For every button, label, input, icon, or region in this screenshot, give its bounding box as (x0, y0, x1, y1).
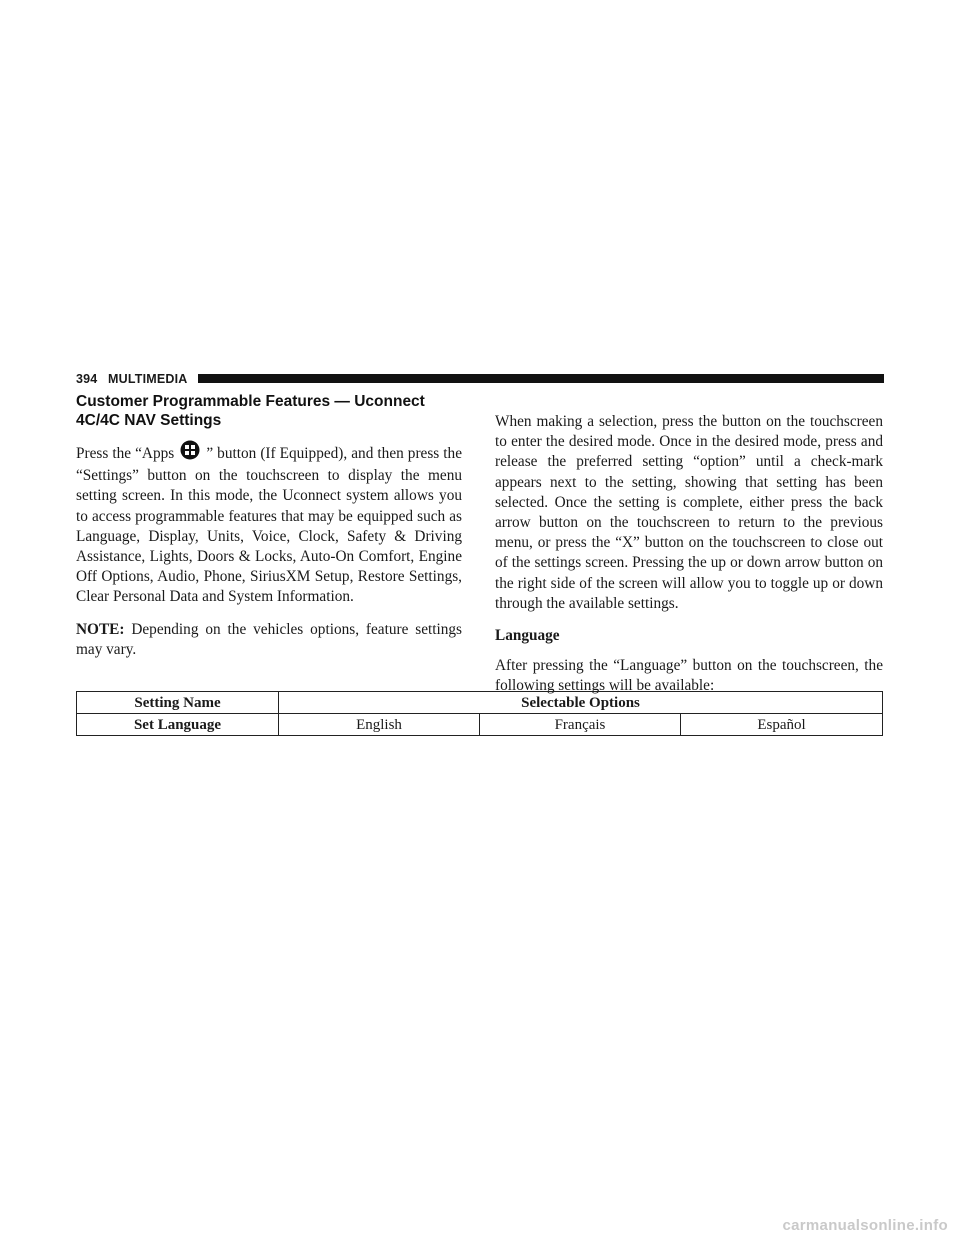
option-cell: Français (480, 714, 681, 736)
intro-text-end: ” button (If Equipped), and then press the “Settings” button on the touchscreen to display the menu setting screen. In this mode, the Uconnect system allows you to access programmable features that may be equipped such as Language, Display, Units, Voice, Clock, Safety & Driving Assistance, Lights, Doors & Locks, Auto-On Comfort, Engine Off Options, Audio, Phone, SiriusXM Setup, Restore Settings, Clear Personal Data and System Information. (76, 445, 462, 606)
section-title: Customer Programmable Features — Uconnect 4C/4C NAV Settings (76, 393, 425, 429)
language-settings-table (76, 691, 883, 736)
table-header-row (77, 692, 883, 714)
note-text: Depending on the vehicles options, feature settings may vary. (76, 620, 462, 658)
selection-paragraph: When making a selection, press the button on the touchscreen to enter the desired mode. Once in the desired mode, press and release the preferred setting “option” until a check-mark appears next to the setting, showing that setting has been selected. Once the setting is complete, either press the back arrow button on the touchscreen to return to the previous menu, or press the “X” button on the touchscreen to close out of the settings screen. Pressing the up or down arrow button on the right side of the screen will allow you to toggle up or down through the available settings. (495, 413, 883, 612)
header-setting-name: Setting Name (77, 692, 279, 714)
table-row (77, 714, 883, 736)
setting-name-cell: Set Language (77, 714, 279, 736)
right-column (495, 412, 883, 708)
page-number: 394 (76, 372, 98, 386)
section-name: MULTIMEDIA (108, 372, 188, 386)
note-paragraph (76, 620, 462, 660)
language-paragraph: After pressing the “Language” button on the touchscreen, the following settings will be available: (495, 657, 883, 695)
option-cell: Español (681, 714, 883, 736)
intro-text-start: Press the “Apps (76, 445, 175, 462)
header-rule (198, 374, 884, 383)
watermark-logo: carmanualsonline.info (782, 1217, 948, 1234)
note-label: NOTE: (76, 620, 125, 638)
option-cell: English (279, 714, 480, 736)
intro-paragraph (76, 440, 462, 608)
header-selectable-options: Selectable Options (279, 692, 883, 714)
apps-icon (180, 440, 200, 466)
language-subheading: Language (495, 627, 560, 645)
page-header (76, 372, 884, 386)
left-column (76, 392, 462, 672)
